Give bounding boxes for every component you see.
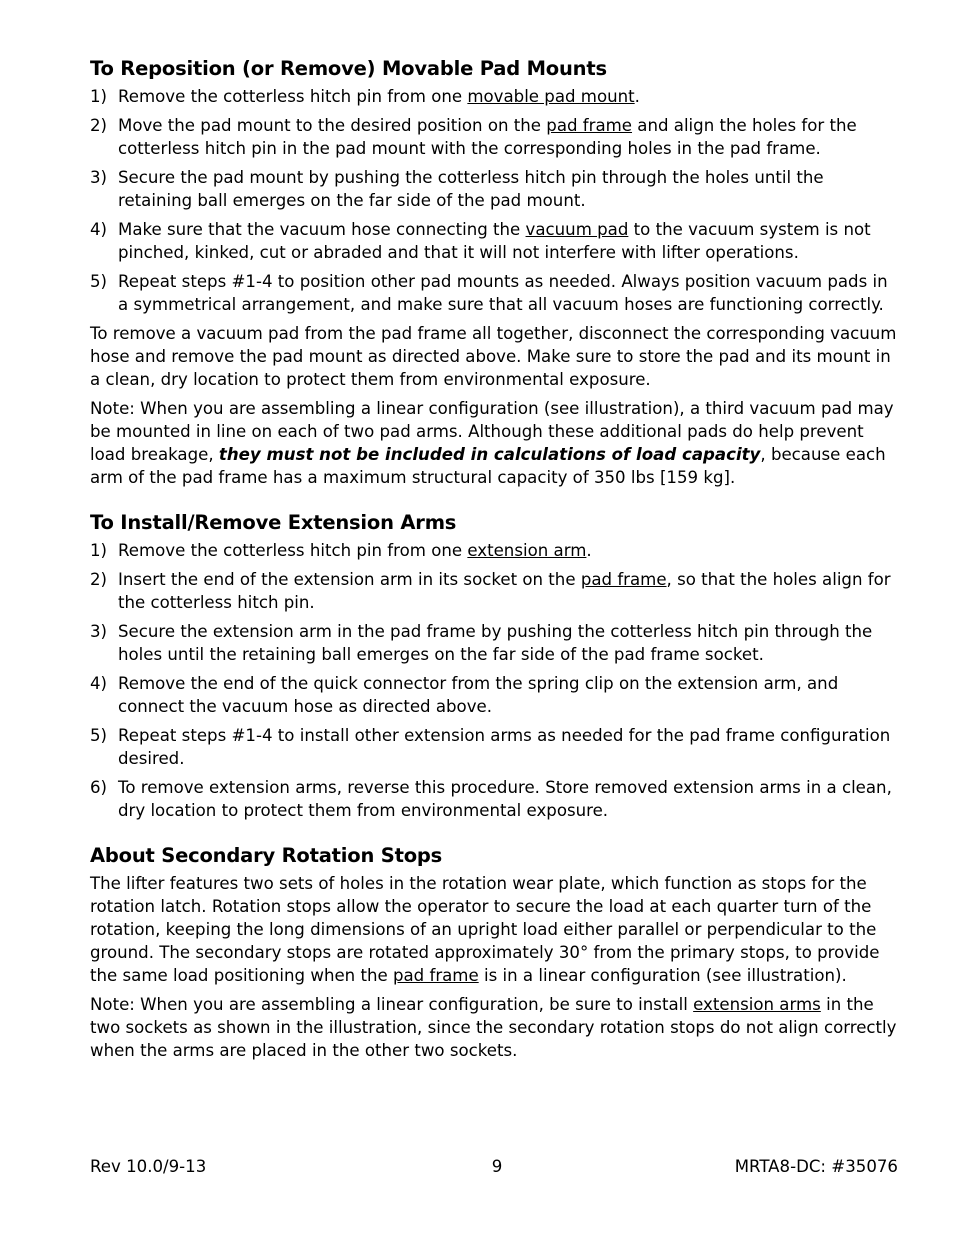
- document-body: [90, 55, 898, 1068]
- page-footer: [90, 1155, 898, 1179]
- term-link: extension arm: [467, 541, 587, 560]
- revision-label: Rev 10.0/9-13: [90, 1157, 207, 1176]
- list-item: 6) To remove extension arms, reverse this procedure. Store removed extension arms in a clean, dry location to protect them from environmental exposure.: [90, 778, 892, 820]
- section-title-extension-arms: To Install/Remove Extension Arms: [90, 511, 457, 534]
- term-link: movable pad mount: [467, 87, 635, 106]
- page-number: 9: [491, 1157, 503, 1176]
- reposition-steps-list: [90, 85, 898, 316]
- term-link: pad frame: [392, 966, 479, 985]
- list-item: 2) Move the pad mount to the desired position on the pad frame and align the holes for the cotterless hitch pin in the pad mount with the corresponding holes in the pad frame.: [90, 116, 857, 158]
- remove-pad-paragraph: To remove a vacuum pad from the pad frame all together, disconnect the corresponding vacuum hose and remove the pad mount as directed above. Make sure to store the pad and its mount in a clean, dry location to protect them from environmental exposure.: [90, 324, 897, 389]
- list-item: 5) Repeat steps #1-4 to position other pad mounts as needed. Always position vacuum pads in a symmetrical arrangement, and make sure that all vacuum hoses are functioning correctly.: [90, 272, 888, 314]
- list-item: 1) Remove the cotterless hitch pin from one extension arm.: [90, 541, 592, 560]
- load-capacity-warning: they must not be included in calculations of load capacity: [218, 445, 761, 464]
- extension-arm-steps-list: [90, 539, 898, 822]
- term-link: vacuum pad: [525, 220, 629, 239]
- section-title-secondary-rotation-stops: About Secondary Rotation Stops: [90, 844, 443, 867]
- section-title-reposition-pad-mounts: To Reposition (or Remove) Movable Pad Mounts: [90, 57, 607, 80]
- list-item: 4) Make sure that the vacuum hose connecting the vacuum pad to the vacuum system is not pinched, kinked, cut or abraded and that it will not interfere with lifter operations.: [90, 220, 871, 262]
- list-item: 5) Repeat steps #1-4 to install other extension arms as needed for the pad frame configuration desired.: [90, 726, 891, 768]
- rotation-stops-paragraph: The lifter features two sets of holes in the rotation wear plate, which function as stops for the rotation latch. Rotation stops allow the operator to secure the load at each quarter turn of the rotation, keeping the long dimensions of an upright load either parallel or perpendicular to the ground. The secondary stops are rotated approximately 30° from the primary stops, to provide the same load positioning when the pad frame is in a linear configuration (see illustration).: [90, 874, 880, 985]
- rotation-stops-note: Note: When you are assembling a linear configuration, be sure to install extension arms in the two sockets as shown in the illustration, since the secondary rotation stops do not align correctly when the arms are placed in the other two sockets.: [90, 995, 897, 1060]
- term-link: extension arms: [693, 995, 821, 1014]
- term-link: pad frame: [580, 570, 667, 589]
- list-item: 2) Insert the end of the extension arm in its socket on the pad frame, so that the holes align for the cotterless hitch pin.: [90, 570, 891, 612]
- term-link: pad frame: [546, 116, 633, 135]
- document-id: MRTA8-DC: #35076: [734, 1157, 898, 1176]
- list-item: 1) Remove the cotterless hitch pin from one movable pad mount.: [90, 87, 640, 106]
- linear-config-note: Note: When you are assembling a linear configuration (see illustration), a third vacuum pad may be mounted in line on each of two pad arms. Although these additional pads do help prevent load breakage, they must not be included in calculations of load capacity, because each arm of the pad frame has a maximum structural capacity of 350 lbs [159 kg].: [90, 399, 894, 487]
- list-item: 4) Remove the end of the quick connector from the spring clip on the extension arm, and connect the vacuum hose as directed above.: [90, 674, 839, 716]
- list-item: 3) Secure the pad mount by pushing the cotterless hitch pin through the holes until the retaining ball emerges on the far side of the pad mount.: [90, 168, 824, 210]
- list-item: 3) Secure the extension arm in the pad frame by pushing the cotterless hitch pin through the holes until the retaining ball emerges on the far side of the pad frame socket.: [90, 622, 873, 664]
